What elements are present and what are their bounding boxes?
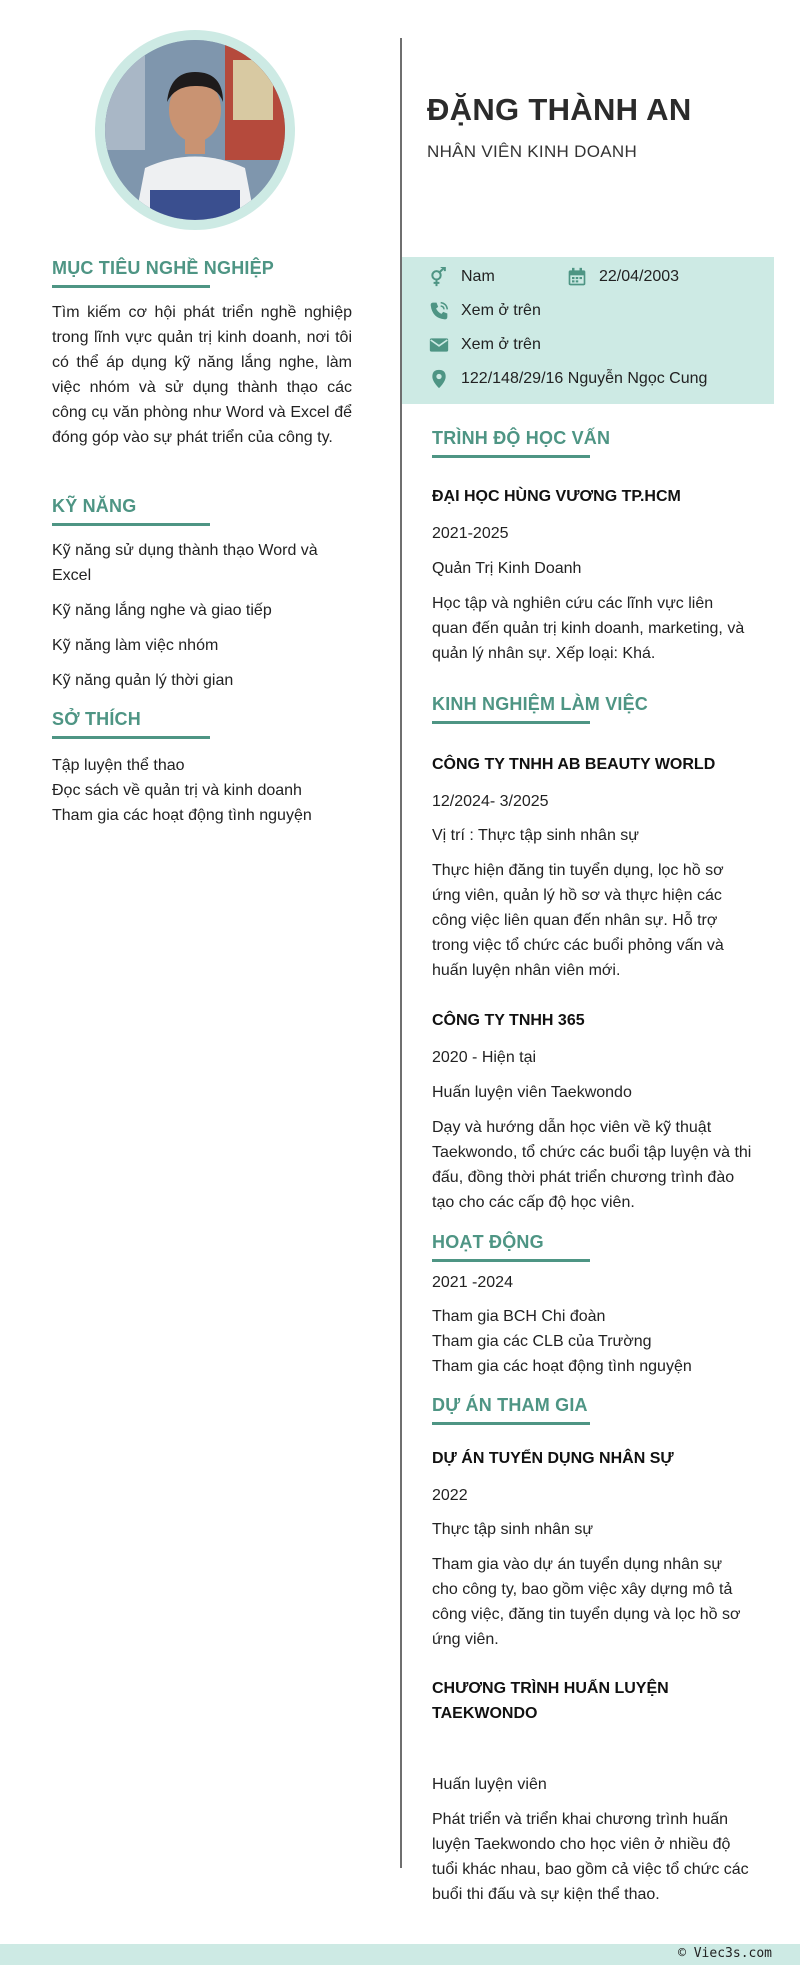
experience-desc: Thực hiện đăng tin tuyển dụng, lọc hồ sơ ứng viên, quản lý hồ sơ và thực hiện các công việc liên quan đến nhân sự. Hỗ trợ trong việc tổ chức các buổi phỏng vấn và huấn luyện nhân viên mới. <box>432 862 724 979</box>
location-icon <box>429 369 449 389</box>
gender-icon <box>429 267 449 287</box>
hobbies-section <box>52 709 352 739</box>
projects-title: DỰ ÁN THAM GIA <box>432 1395 588 1415</box>
experience-position: Huấn luyện viên Taekwondo <box>432 1084 632 1101</box>
experience-position: Vị trí : Thực tập sinh nhân sự <box>432 827 639 844</box>
hobby-item: Tham gia các hoạt động tình nguyện <box>52 807 312 824</box>
project-role: Thực tập sinh nhân sự <box>432 1521 594 1538</box>
skills-underline <box>52 523 210 526</box>
objective-underline <box>52 285 210 288</box>
contact-phone <box>429 301 541 321</box>
phone-value: Xem ở trên <box>461 302 541 319</box>
project-name: DỰ ÁN TUYỂN DỤNG NHÂN SỰ <box>432 1450 674 1467</box>
education-underline <box>432 455 590 458</box>
objective-text: Tìm kiếm cơ hội phát triển nghề nghiệp trong lĩnh vực quản trị kinh doanh, nơi tôi có thể áp dụng kỹ năng lắng nghe, làm việc nhóm và sử dụng thành thạo các công cụ văn phòng như Word và Excel để đóng góp vào sự phát triển của công ty. <box>52 304 352 446</box>
experience-desc: Dạy và hướng dẫn học viên về kỹ thuật Taekwondo, tổ chức các buổi tập luyện và thi đấu, đồng thời phát triển chương trình đào tạo cho các cấp độ học viên. <box>432 1119 752 1211</box>
birthday-value: 22/04/2003 <box>599 268 680 285</box>
activity-item: Tham gia các CLB của Trường <box>432 1333 652 1350</box>
activities-section <box>432 1232 752 1262</box>
education-section <box>432 428 752 458</box>
skill-item: Kỹ năng quản lý thời gian <box>52 672 234 689</box>
education-school: ĐẠI HỌC HÙNG VƯƠNG TP.HCM <box>432 488 681 505</box>
skills-list <box>52 538 352 703</box>
activity-item: Tham gia các hoạt động tình nguyện <box>432 1358 692 1375</box>
address-value: 122/148/29/16 Nguyễn Ngọc Cung <box>461 370 708 387</box>
education-major: Quản Trị Kinh Doanh <box>432 560 582 577</box>
project-role: Huấn luyện viên <box>432 1776 547 1793</box>
hobbies-list <box>52 753 352 828</box>
objective-section <box>52 258 352 288</box>
projects-section <box>432 1395 752 1425</box>
contact-address <box>429 369 707 389</box>
contact-email <box>429 335 541 355</box>
contact-box <box>402 257 774 404</box>
avatar-photo <box>105 40 285 220</box>
project-name: CHƯƠNG TRÌNH HUẤN LUYỆN TAEKWONDO <box>432 1680 669 1722</box>
hobbies-underline <box>52 736 210 739</box>
experience-period: 12/2024- 3/2025 <box>432 793 549 810</box>
project-desc: Phát triển và triển khai chương trình huấn luyện Taekwondo cho học viên ở nhiều độ tuổi khác nhau, bao gồm cả việc tổ chức các buổi thi đấu và sự kiện thể thao. <box>432 1811 749 1903</box>
candidate-name: ĐẶNG THÀNH AN <box>427 92 692 127</box>
activities-underline <box>432 1259 590 1262</box>
experience-title: KINH NGHIỆM LÀM VIỆC <box>432 694 649 714</box>
education-desc: Học tập và nghiên cứu các lĩnh vực liên quan đến quản trị kinh doanh, marketing, và quản lý nhân sự. Xếp loại: Khá. <box>432 595 745 662</box>
skill-item: Kỹ năng làm việc nhóm <box>52 637 219 654</box>
skill-item: Kỹ năng lắng nghe và giao tiếp <box>52 602 272 619</box>
hobby-item: Đọc sách về quản trị và kinh doanh <box>52 782 302 799</box>
experience-section <box>432 694 752 724</box>
phone-icon <box>429 301 449 321</box>
contact-gender <box>429 267 495 287</box>
skill-item: Kỹ năng sử dụng thành thạo Word và Excel <box>52 542 318 584</box>
footer-bar <box>0 1944 800 1965</box>
footer-watermark[interactable]: © Viec3s.com <box>678 1946 772 1961</box>
experience-period: 2020 - Hiện tại <box>432 1049 537 1066</box>
activities-list <box>432 1304 752 1379</box>
gender-value: Nam <box>461 268 495 285</box>
email-value: Xem ở trên <box>461 336 541 353</box>
calendar-icon <box>567 267 587 287</box>
projects-underline <box>432 1422 590 1425</box>
project-year: 2022 <box>432 1487 468 1504</box>
experience-company: CÔNG TY TNHH 365 <box>432 1012 585 1029</box>
activity-item: Tham gia BCH Chi đoàn <box>432 1308 606 1325</box>
contact-birthday <box>567 267 679 287</box>
education-period: 2021-2025 <box>432 525 509 542</box>
experience-company: CÔNG TY TNHH AB BEAUTY WORLD <box>432 756 716 773</box>
activities-title: HOẠT ĐỘNG <box>432 1232 544 1252</box>
skills-section <box>52 496 352 526</box>
activities-period: 2021 -2024 <box>432 1274 513 1291</box>
education-title: TRÌNH ĐỘ HỌC VẤN <box>432 428 611 448</box>
hobbies-title: SỞ THÍCH <box>52 709 141 729</box>
skills-title: KỸ NĂNG <box>52 496 137 516</box>
experience-underline <box>432 721 590 724</box>
objective-title: MỤC TIÊU NGHỀ NGHIỆP <box>52 258 275 278</box>
project-desc: Tham gia vào dự án tuyển dụng nhân sự cho công ty, bao gồm việc xây dựng mô tả công việc, đăng tin tuyển dụng và lọc hồ sơ ứng viên. <box>432 1556 741 1648</box>
hobby-item: Tập luyện thể thao <box>52 757 185 774</box>
candidate-role: NHÂN VIÊN KINH DOANH <box>427 142 638 161</box>
avatar <box>105 40 285 220</box>
email-icon <box>429 335 449 355</box>
